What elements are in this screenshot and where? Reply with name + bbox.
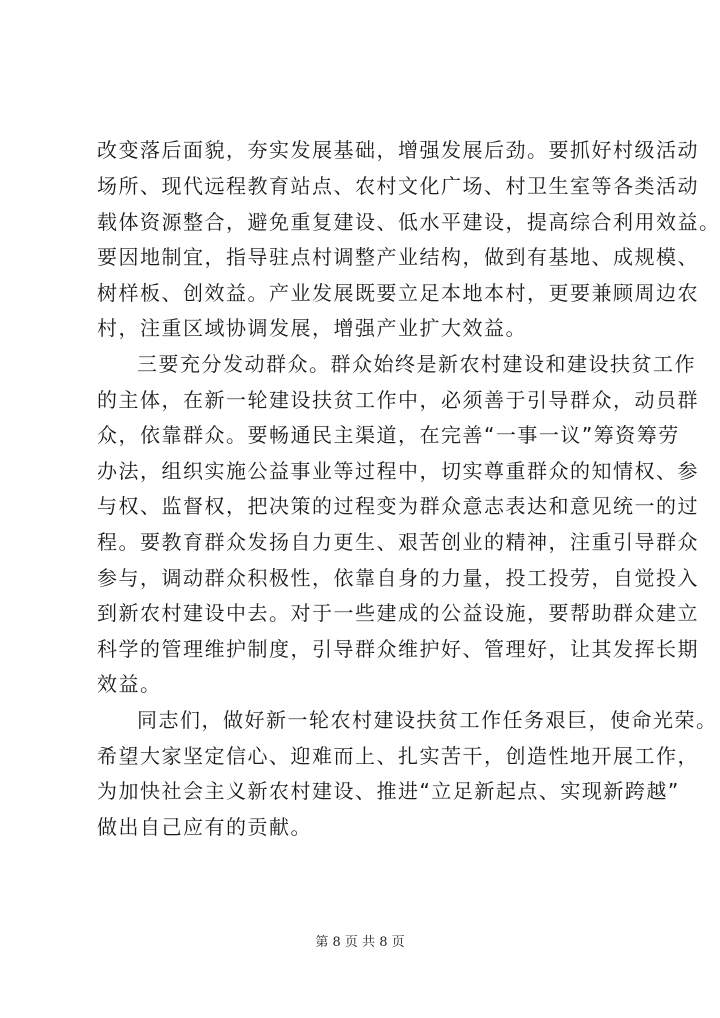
text-line: 与权、监督权，把决策的过程变为群众意志表达和意见统一的过 — [97, 494, 699, 518]
page-number-footer: 第 8 页 共 8 页 — [315, 935, 405, 950]
text-line: 众，依靠群众。要畅通民主渠道，在完善“一事一议”筹资筹劳 — [97, 423, 680, 447]
text-line: 为加快社会主义新农村建设、推进“立足新起点、实现新跨越” — [97, 779, 680, 803]
text-line: 场所、现代远程教育站点、农村文化广场、村卫生室等各类活动 — [97, 174, 699, 198]
text-line: 希望大家坚定信心、迎难而上、扎实苦干，创造性地开展工作， — [97, 744, 699, 768]
text-line: 的主体，在新一轮建设扶贫工作中，必须善于引导群众，动员群 — [97, 388, 699, 412]
text-line: 效益。 — [97, 672, 162, 696]
text-line: 做出自己应有的贡献。 — [97, 815, 312, 839]
text-line: 载体资源整合，避免重复建设、低水平建设，提高综合利用效益。 — [97, 210, 720, 234]
text-line: 树样板、创效益。产业发展既要立足本地本村，更要兼顾周边农 — [97, 281, 699, 305]
text-line: 村，注重区域协调发展，增强产业扩大效益。 — [97, 316, 527, 340]
text-line: 程。要教育群众发扬自力更生、艰苦创业的精神，注重引导群众 — [97, 530, 699, 554]
text-line: 要因地制宜，指导驻点村调整产业结构，做到有基地、成规模、 — [97, 245, 699, 269]
text-line: 改变落后面貌，夯实发展基础，增强发展后劲。要抓好村级活动 — [97, 138, 699, 162]
text-line: 三要充分发动群众。群众始终是新农村建设和建设扶贫工作 — [137, 352, 696, 376]
text-line: 办法，组织实施公益事业等过程中，切实尊重群众的知情权、参 — [97, 459, 699, 483]
text-line: 参与，调动群众积极性，依靠自身的力量，投工投劳，自觉投入 — [97, 566, 699, 590]
text-line: 到新农村建设中去。对于一些建成的公益设施，要帮助群众建立 — [97, 601, 699, 625]
text-line: 同志们，做好新一轮农村建设扶贫工作任务艰巨，使命光荣。 — [137, 708, 718, 732]
text-line: 科学的管理维护制度，引导群众维护好、管理好，让其发挥长期 — [97, 637, 699, 661]
